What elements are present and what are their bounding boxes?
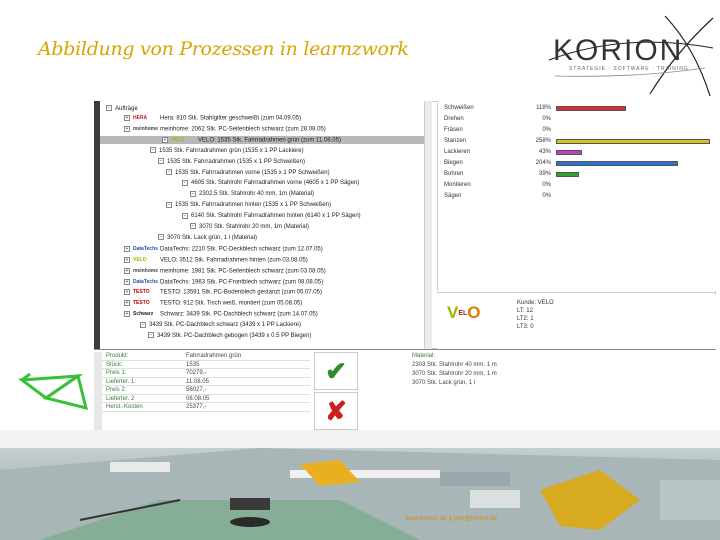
customer-brand-icon: meinhome xyxy=(133,125,159,132)
detail-value: 56027,- xyxy=(186,387,207,393)
customer-info-line: LT2: 1 xyxy=(517,316,534,322)
collapse-icon[interactable]: − xyxy=(191,223,195,230)
tree-row-label: VELO: 1535 Stk. Fahrradrahmen grün (zum 11.08.05) xyxy=(198,137,341,144)
tree-row[interactable] xyxy=(182,212,361,220)
capacity-value: 118% xyxy=(536,105,551,111)
capacity-label: Stanzen xyxy=(444,138,467,144)
material-title: Material: xyxy=(412,353,436,359)
detail-row xyxy=(102,403,310,412)
capacity-label: Sägen xyxy=(444,193,462,199)
tree-row[interactable] xyxy=(124,256,308,264)
tree-scrollbar[interactable] xyxy=(424,101,432,349)
capacity-label: Montieren xyxy=(444,182,471,188)
customer-panel xyxy=(437,295,716,349)
tree-row[interactable] xyxy=(166,201,331,209)
reject-button[interactable]: ✘ xyxy=(314,392,358,430)
collapse-icon[interactable]: − xyxy=(183,179,187,186)
tree-row[interactable] xyxy=(182,179,359,187)
capacity-value: 0% xyxy=(542,127,551,133)
factory-scene-image xyxy=(0,430,720,540)
detail-value: 08.08.05 xyxy=(186,395,210,402)
tree-row[interactable] xyxy=(124,278,323,286)
tree-row-label: 1535 Stk. Fahrradrahmen (1535 x 1 PP Schweißen) xyxy=(167,158,305,165)
collapse-icon[interactable]: − xyxy=(159,234,163,241)
tree-row[interactable] xyxy=(166,169,330,177)
tree-row-label: Schwarz: 3439 Stk. PC-Dachblech schwarz (zum 14.07.05) xyxy=(160,311,318,318)
expand-icon[interactable]: + xyxy=(163,136,167,143)
expand-icon[interactable]: + xyxy=(125,256,129,263)
tree-row-label: 3070 Stk. Lack grün, 1 l (Material) xyxy=(167,234,258,241)
tree-row[interactable] xyxy=(124,299,302,307)
detail-row xyxy=(102,361,310,370)
capacity-row xyxy=(438,104,717,113)
detail-row xyxy=(102,352,310,361)
tree-row[interactable] xyxy=(158,234,257,242)
detail-row xyxy=(102,386,310,395)
tree-row-label: meinhome: 1981 Stk. PC-Seitenblech schwarz (zum 03.08.05) xyxy=(160,268,326,275)
detail-table xyxy=(102,352,310,412)
tree-root[interactable] xyxy=(106,105,138,113)
detail-label: Preis 1: xyxy=(106,370,127,376)
capacity-value: 204% xyxy=(535,160,551,166)
capacity-bar xyxy=(556,106,626,111)
capacity-label: Schweißen xyxy=(444,105,474,111)
tree-row-label: 3439 Stk. PC-Dachblech schwarz (3439 x 1 PP Lackiere) xyxy=(149,322,301,329)
capacity-row xyxy=(438,115,717,124)
expand-icon[interactable]: + xyxy=(125,125,129,132)
collapse-icon[interactable]: − xyxy=(107,105,111,112)
bike-frame-icon xyxy=(16,368,92,414)
customer-info-line: LT: 12 xyxy=(517,308,533,314)
customer-brand-icon: Schwarz xyxy=(133,311,154,318)
capacity-row xyxy=(438,159,717,168)
tree-row-label: meinhome: 2062 Stk. PC-Seitenblech schwarz (zum 28.08.05) xyxy=(160,126,326,133)
collapse-icon[interactable]: − xyxy=(151,147,155,154)
capacity-chart xyxy=(437,101,716,291)
tree-row[interactable] xyxy=(158,158,305,166)
capacity-value: 258% xyxy=(535,138,551,144)
capacity-value: 39% xyxy=(538,171,551,177)
expand-icon[interactable]: + xyxy=(125,278,129,285)
tree-row-label: Hera: 810 Stk. Stahlgitter geschweißt (zum 04.09.05) xyxy=(160,115,302,122)
accept-button[interactable]: ✔ xyxy=(314,352,358,390)
tree-root-label: Aufträge xyxy=(115,106,138,112)
detail-value: 11.08.05 xyxy=(186,378,209,385)
collapse-icon[interactable]: − xyxy=(191,190,195,197)
capacity-label: Lackieren xyxy=(444,149,471,155)
customer-brand-icon: TESTO xyxy=(133,300,150,307)
velo-logo: VELO xyxy=(447,303,481,322)
capacity-bar xyxy=(556,150,582,155)
material-line: 2303 Stk. Stahlrohr 40 mm, 1 m xyxy=(412,362,497,368)
collapse-icon[interactable]: − xyxy=(183,212,187,219)
expand-icon[interactable]: + xyxy=(125,289,129,296)
detail-label: Lieferter. 1: xyxy=(106,378,137,385)
tree-row-label: 1535 Stk. Fahrradrahmen vorne (1535 x 1 PP Schweißen) xyxy=(175,169,330,176)
slide-title: Abbildung von Prozessen in learnzwork xyxy=(38,38,409,60)
capacity-row xyxy=(438,192,717,201)
expand-icon[interactable]: + xyxy=(125,311,129,318)
collapse-icon[interactable]: − xyxy=(167,201,171,208)
tree-row[interactable] xyxy=(150,147,304,155)
material-line: 3070 Stk. Stahlrohr 20 mm, 1 m xyxy=(412,371,497,377)
tree-row[interactable] xyxy=(100,136,430,144)
detail-label: Lieferter. 2 xyxy=(106,395,135,402)
detail-row xyxy=(102,378,310,387)
collapse-icon[interactable]: − xyxy=(149,332,153,339)
capacity-label: Biegen xyxy=(444,160,463,166)
customer-info-line: Kunde: VELO xyxy=(517,300,554,306)
tree-row[interactable] xyxy=(124,245,323,253)
detail-left-bar xyxy=(94,352,102,430)
capacity-bar xyxy=(556,172,579,177)
customer-info-line: LT3: 0 xyxy=(517,324,534,330)
tree-row[interactable] xyxy=(124,310,318,318)
detail-value: 70279,- xyxy=(186,370,207,376)
detail-row xyxy=(102,395,310,404)
detail-value: Fahrradrahmen grün xyxy=(186,353,242,359)
expand-icon[interactable]: + xyxy=(125,245,129,252)
tree-row-label: TESTO: 912 Stk. Tisch weiß, montiert (zum 05.08.05) xyxy=(160,300,303,307)
detail-label: Produkt: xyxy=(106,353,129,359)
tree-row[interactable] xyxy=(148,332,311,340)
detail-row xyxy=(102,369,310,378)
tree-row[interactable] xyxy=(124,114,301,122)
tree-row-label: 4605 Stk. Stahlrohr Fahrradrahmen vorne (4605 x 1 PP Sägen) xyxy=(191,180,360,187)
customer-brand-icon: VELO xyxy=(133,256,147,263)
expand-icon[interactable]: + xyxy=(125,267,129,274)
tree-row-label: 1535 Stk. Fahrradrahmen hinten (1535 x 1 PP Schweißen) xyxy=(175,202,331,209)
collapse-icon[interactable]: − xyxy=(141,321,145,328)
customer-brand-icon: meinhome xyxy=(133,267,159,274)
detail-value: 25377,- xyxy=(186,404,207,410)
order-tree[interactable] xyxy=(100,101,430,349)
tree-row[interactable] xyxy=(124,288,322,296)
footer-contact: www.korion.de || info@korion.de xyxy=(405,516,498,522)
capacity-row xyxy=(438,137,717,146)
tree-row[interactable] xyxy=(124,125,326,133)
customer-brand-icon: DataTechs xyxy=(133,245,158,252)
detail-label: Preis 2: xyxy=(106,387,127,393)
tree-row-label: 3439 Stk. PC-Dachblech gebogen (3439 x 0.5 PP Biegen) xyxy=(157,333,312,339)
capacity-row xyxy=(438,126,717,135)
tree-row-label: 6140 Stk. Stahlrohr Fahrradrahmen hinten (6140 x 1 PP Sägen) xyxy=(191,213,361,220)
customer-brand-icon: HERA xyxy=(133,115,148,121)
tree-row-label: VELO: 3512 Stk. Fahrradrahmen hinten (zum 03.08.05) xyxy=(160,257,308,264)
capacity-row xyxy=(438,148,717,157)
capacity-bar xyxy=(556,161,678,166)
tree-row-label: 1535 Stk. Fahrradrahmen grün (1535 x 1 PP Lackiere) xyxy=(159,147,304,154)
detail-value: 1535 xyxy=(186,361,200,368)
capacity-row xyxy=(438,170,717,179)
capacity-label: Bohren xyxy=(444,171,464,177)
capacity-label: Fräsen xyxy=(444,127,463,133)
expand-icon[interactable]: + xyxy=(125,300,129,307)
tree-row[interactable] xyxy=(190,190,314,198)
tree-row-label: DataTechs: 2210 Stk. PC-Deckblech schwarz (zum 12.07.05) xyxy=(160,246,323,253)
capacity-label: Drehen xyxy=(444,116,464,122)
collapse-icon[interactable]: − xyxy=(159,158,163,165)
capacity-bar xyxy=(556,139,710,144)
capacity-value: 0% xyxy=(542,116,551,122)
capacity-row xyxy=(438,181,717,190)
logo-tagline: STRATEGIE · SOFTWARE · TRAINING xyxy=(569,66,689,72)
tree-row[interactable] xyxy=(124,267,326,275)
tree-row-label: 2302,5 Stk. Stahlrohr 40 mm, 1m (Material) xyxy=(199,191,315,198)
customer-info xyxy=(517,299,554,331)
tree-row-label: TESTO: 13591 Stk. PC-Bodenblech gestanzt (zum 05.07.05) xyxy=(160,289,322,296)
customer-brand-icon: VELO xyxy=(171,136,185,143)
tree-row-label: DataTechs: 1963 Stk. PC-Frontblech schwarz (zum 08.08.05) xyxy=(160,279,324,286)
customer-brand-icon: DataTechs xyxy=(133,278,158,285)
capacity-value: 0% xyxy=(542,182,551,188)
tree-row[interactable] xyxy=(190,223,309,231)
logo-wordmark: KORION xyxy=(553,34,684,67)
expand-icon[interactable]: + xyxy=(125,115,129,121)
detail-label: Herst.-Kosten xyxy=(106,404,143,410)
capacity-value: 0% xyxy=(542,193,551,199)
material-list xyxy=(412,352,712,388)
material-line: 3070 Stk. Lack grün, 1 l xyxy=(412,380,476,386)
customer-brand-icon: TESTO xyxy=(133,289,150,296)
capacity-value: 43% xyxy=(538,149,551,155)
tree-row-label: 3070 Stk. Stahlrohr 20 mm, 1m (Material) xyxy=(199,224,310,230)
collapse-icon[interactable]: − xyxy=(167,168,171,175)
tree-row[interactable] xyxy=(140,321,301,329)
detail-label: Stück: xyxy=(106,361,123,368)
korion-logo xyxy=(545,8,715,98)
panel-divider xyxy=(437,292,716,293)
